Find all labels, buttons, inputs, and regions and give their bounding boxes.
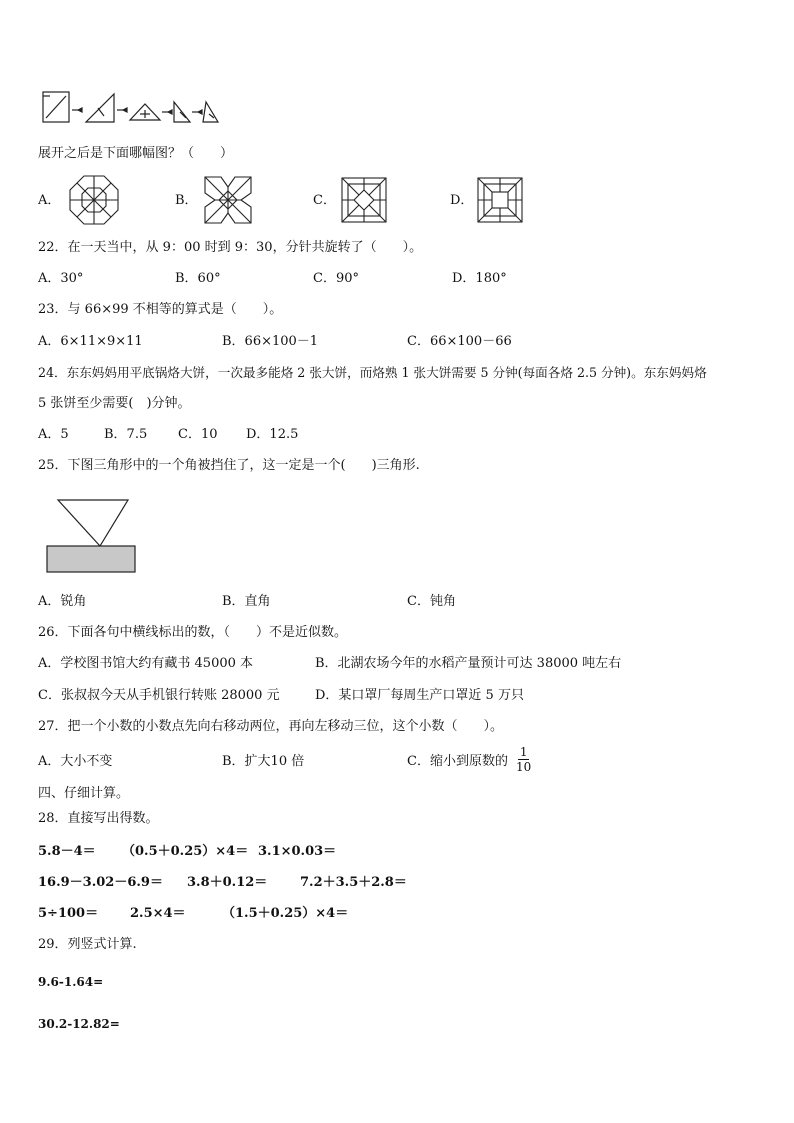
q22-option-c[interactable]: C．90° xyxy=(313,271,359,286)
q23-option-a[interactable]: A．6×11×9×11 xyxy=(38,334,143,349)
q21-option-d-label[interactable]: D． xyxy=(450,193,474,208)
q22-text: 22．在一天当中，从 9：00 时到 9：30，分针共旋转了（ ）。 xyxy=(38,240,423,255)
q28-r2-c1: 16.9－3.02－6.9＝ xyxy=(38,875,163,890)
q24-option-b[interactable]: B．7.5 xyxy=(104,427,148,442)
q24-text-line1: 24．东东妈妈用平底锅烙大饼，一次最多能烙 2 张大饼，而烙熟 1 张大饼需要 5 分钟(每面各烙 2.5 分钟)。东东妈妈烙 xyxy=(38,365,707,380)
q27-option-a[interactable]: A．大小不变 xyxy=(38,754,113,769)
q23-text: 23．与 66×99 不相等的算式是（ ）。 xyxy=(38,302,283,317)
q25-option-a[interactable]: A．锐角 xyxy=(38,594,87,609)
q29-item-1: 9.6-1.64= xyxy=(38,975,104,989)
q26-option-d[interactable]: D．某口罩厂每周生产口罩近 5 万只 xyxy=(315,688,524,703)
q22-option-b[interactable]: B．60° xyxy=(175,271,221,286)
q24-option-d[interactable]: D．12.5 xyxy=(246,427,299,442)
q23-option-b[interactable]: B．66×100－1 xyxy=(222,334,319,349)
q29-text: 29．列竖式计算. xyxy=(38,937,137,952)
one-tenth-fraction xyxy=(516,745,531,774)
q29-item-2: 30.2-12.82= xyxy=(38,1017,120,1031)
hidden-angle-triangle-figure xyxy=(44,494,140,576)
q21-prompt: 展开之后是下面哪幅图？（ ） xyxy=(38,146,234,161)
q22-option-d[interactable]: D．180° xyxy=(452,271,507,286)
q27-option-c[interactable]: C．缩小到原数的 xyxy=(407,754,508,769)
q28-r3-c2: 2.5×4＝ xyxy=(130,906,186,921)
q28-r2-c2: 3.8＋0.12＝ xyxy=(187,875,268,890)
q24-option-c[interactable]: C．10 xyxy=(178,427,218,442)
square-diamond-pattern-icon[interactable] xyxy=(340,176,388,224)
octagon-folded-pattern-icon[interactable] xyxy=(68,174,120,226)
q26-option-a[interactable]: A．学校图书馆大约有藏书 45000 本 xyxy=(38,656,254,671)
q24-option-a[interactable]: A．5 xyxy=(38,427,69,442)
q28-r3-c3: （1.5＋0.25）×4＝ xyxy=(222,906,349,921)
q28-text: 28．直接写出得数。 xyxy=(38,811,159,826)
section-4-title: 四、仔细计算。 xyxy=(38,786,130,801)
q27-text: 27．把一个小数的小数点先向右移动两位，再向左移动三位，这个小数（ ）。 xyxy=(38,719,504,734)
q25-text: 25．下图三角形中的一个角被挡住了，这一定是一个( )三角形. xyxy=(38,458,420,473)
cross-flower-pattern-icon[interactable] xyxy=(203,175,253,225)
q21-option-c-label[interactable]: C． xyxy=(313,193,336,208)
square-window-pattern-icon[interactable] xyxy=(476,176,524,224)
q26-text: 26．下面各句中横线标出的数，（ ）不是近似数。 xyxy=(38,625,348,640)
q24-text-line2: 5 张饼至少需要( )分钟。 xyxy=(38,396,191,411)
q28-r1-c3: 3.1×0.03＝ xyxy=(258,844,337,859)
q22-option-a[interactable]: A．30° xyxy=(38,271,84,286)
paper-folding-steps-figure xyxy=(40,88,220,128)
fraction-denominator: 10 xyxy=(516,760,532,774)
q25-option-b[interactable]: B．直角 xyxy=(222,594,271,609)
q28-r2-c3: 7.2＋3.5＋2.8＝ xyxy=(300,875,407,890)
q21-option-b-label[interactable]: B． xyxy=(175,193,198,208)
q28-r1-c2: （0.5＋0.25）×4＝ xyxy=(122,844,249,859)
q25-option-c[interactable]: C．钝角 xyxy=(407,594,456,609)
q23-option-c[interactable]: C．66×100－66 xyxy=(407,334,512,349)
q27-option-b[interactable]: B．扩大10 倍 xyxy=(222,754,305,769)
q21-option-a-label[interactable]: A． xyxy=(38,193,61,208)
q26-option-b[interactable]: B．北湖农场今年的水稻产量预计可达 38000 吨左右 xyxy=(315,656,622,671)
fraction-numerator: 1 xyxy=(519,745,528,759)
q28-r1-c1: 5.8－4＝ xyxy=(38,844,96,859)
q26-option-c[interactable]: C．张叔叔今天从手机银行转账 28000 元 xyxy=(38,688,280,703)
q28-r3-c1: 5÷100＝ xyxy=(38,906,99,921)
